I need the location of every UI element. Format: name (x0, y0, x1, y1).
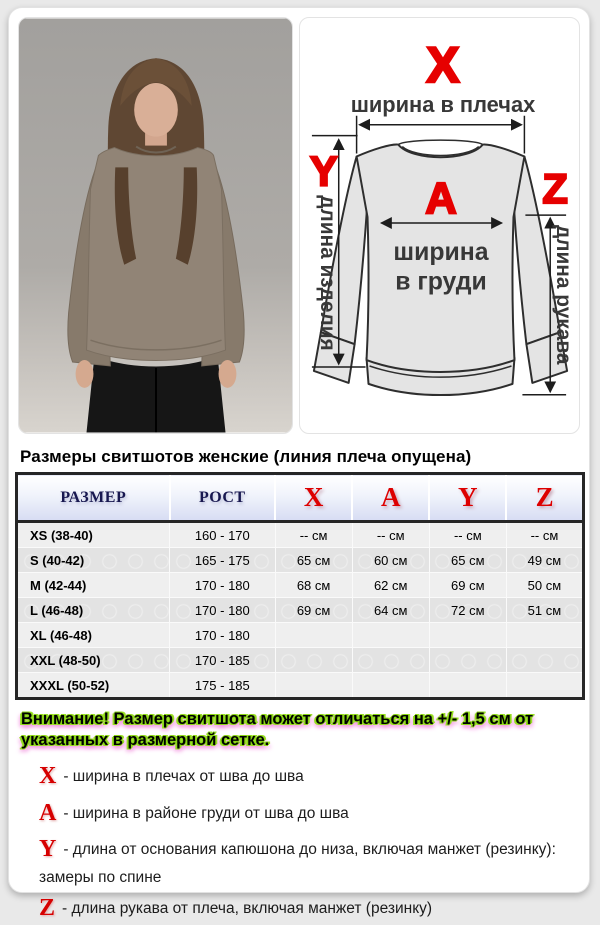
cell-z (506, 673, 583, 699)
face (134, 83, 178, 137)
legend-text-x: - ширина в плечах от шва до шва (63, 768, 304, 786)
cell-size: XXL (48-50) (17, 648, 170, 673)
diagram-y-label: длина изделия (315, 195, 339, 351)
model-photo-illustration (19, 18, 293, 433)
right-hand (219, 360, 237, 388)
legend-item-x (39, 760, 559, 794)
table-row (17, 522, 584, 548)
cell-y (429, 673, 506, 699)
sweatshirt-body (87, 148, 226, 361)
diagram-x-label: ширина в плечах (350, 91, 536, 117)
cell-a: -- см (352, 522, 429, 548)
cell-a: 62 см (352, 573, 429, 598)
diagram-y-letter: Y (309, 147, 338, 195)
table-row (17, 573, 584, 598)
diagram-svg (300, 18, 580, 433)
legend-letter-y: Y (39, 836, 57, 863)
cell-size: XS (38-40) (17, 522, 170, 548)
table-row (17, 673, 584, 699)
cell-size: XL (46-48) (17, 623, 170, 648)
table-row (17, 623, 584, 648)
cell-y: 72 см (429, 598, 506, 623)
table-row (17, 598, 584, 623)
legend-item-y (39, 833, 559, 888)
cell-height: 170 - 180 (170, 573, 275, 598)
size-table (15, 472, 585, 700)
cell-x (275, 623, 352, 648)
legend-letter-a: A (39, 799, 57, 826)
header-x: X (275, 474, 352, 522)
measurement-legend (39, 760, 589, 925)
attention-note: Внимание! Размер свитшота может отличаться на +/- 1,5 см от указанных в размерной сетке. (21, 710, 534, 749)
cell-x: 69 см (275, 598, 352, 623)
header-height: РОСТ (170, 474, 275, 522)
cell-a (352, 673, 429, 699)
cell-size: L (46-48) (17, 598, 170, 623)
cell-height: 170 - 180 (170, 598, 275, 623)
diagram-x-letter: X (426, 37, 460, 94)
cell-height: 170 - 185 (170, 648, 275, 673)
left-hand (76, 360, 94, 388)
legend-item-a (39, 797, 559, 831)
cell-x (275, 673, 352, 699)
cell-z (506, 648, 583, 673)
cell-x: -- см (275, 522, 352, 548)
diagram-a-label-1: ширина (393, 238, 489, 266)
measurement-diagram (299, 17, 580, 434)
cell-height: 175 - 185 (170, 673, 275, 699)
cell-height: 170 - 180 (170, 623, 275, 648)
cell-a (352, 648, 429, 673)
diagram-a-label-2: в груди (395, 268, 487, 296)
diagram-z-label: длина рукава (552, 225, 576, 365)
content-card (8, 7, 590, 921)
cell-height: 160 - 170 (170, 522, 275, 548)
product-images-row (9, 8, 589, 434)
diagram-collar-top (398, 140, 482, 144)
cell-size: XXXL (50-52) (17, 673, 170, 699)
legend-letter-x: X (39, 763, 57, 790)
cell-y: -- см (429, 522, 506, 548)
diagram-a-letter: A (425, 174, 457, 224)
legend-text-y: - длина от основания капюшона до низа, включая манжет (резинку): замеры по спине (39, 841, 556, 887)
cell-size: S (40-42) (17, 548, 170, 573)
cell-size: M (42-44) (17, 573, 170, 598)
cell-y: 65 см (429, 548, 506, 573)
table-row (17, 548, 584, 573)
product-photo (18, 17, 293, 434)
header-y: Y (429, 474, 506, 522)
cell-x: 65 см (275, 548, 352, 573)
legend-text-z: - длина рукава от плеча, включая манжет (резинку) (62, 899, 433, 917)
legend-text-a: - ширина в районе груди от шва до шва (63, 804, 349, 822)
diagram-z-letter: Z (542, 165, 568, 213)
cell-y: 69 см (429, 573, 506, 598)
header-z: Z (506, 474, 583, 522)
cell-a: 64 см (352, 598, 429, 623)
cell-y (429, 648, 506, 673)
cell-x (275, 648, 352, 673)
table-header-row (17, 474, 584, 522)
cell-y (429, 623, 506, 648)
cell-z: 49 см (506, 548, 583, 573)
cell-a (352, 623, 429, 648)
cell-height: 165 - 175 (170, 548, 275, 573)
header-size: РАЗМЕР (17, 474, 170, 522)
page-title: Размеры свитшотов женские (линия плеча опущена) (20, 447, 472, 466)
cell-x: 68 см (275, 573, 352, 598)
cell-a: 60 см (352, 548, 429, 573)
legend-item-z (39, 892, 559, 925)
cell-z: 50 см (506, 573, 583, 598)
table-row (17, 648, 584, 673)
legend-letter-z: Z (39, 894, 56, 921)
cell-z: 51 см (506, 598, 583, 623)
header-a: A (352, 474, 429, 522)
cell-z: -- см (506, 522, 583, 548)
cell-z (506, 623, 583, 648)
